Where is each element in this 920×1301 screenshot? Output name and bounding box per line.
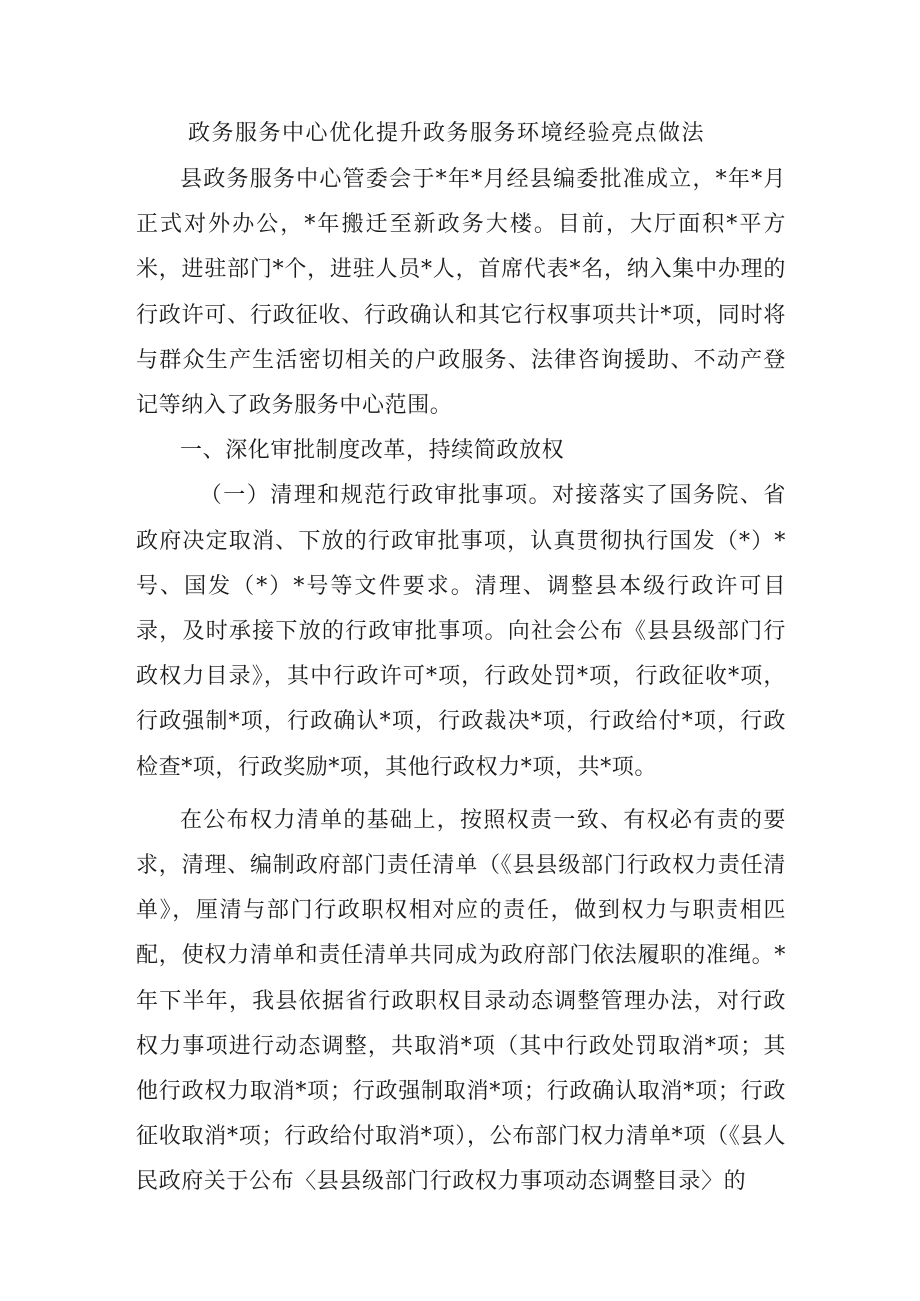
paragraph-subsection-1: （一）清理和规范行政审批事项。对接落实了国务院、省政府决定取消、下放的行政审批事项，认真贯彻执行国发（*）*号、国发（*）*号等文件要求。清理、调整县本级行政许可目录，及时承接下放的行政审批事项。向社会公布《县县级部门行政权力目录》，其中行政许可*项，行政处罚*项，行政征收*项，行政强制*项，行政确认*项，行政裁决*项，行政给付*项，行政检查*项，行政奖励*项，其他行政权力*项，共*项。 <box>136 483 786 780</box>
section-heading-1: 一、深化审批制度改革，持续简政放权 <box>180 438 565 464</box>
document-title: 政务服务中心优化提升政务服务环境经验亮点做法 <box>188 121 706 146</box>
paragraph-responsibility-list: 在公布权力清单的基础上，按照权责一致、有权必有责的要求，清理、编制政府部门责任清单（《县县级部门行政权力责任清单》，厘清与部门行政职权相对应的责任，做到权力与职责相匹配，使权力清单和责任清单共同成为政府部门依法履职的准绳。*年下半年，我县依据省行政职权目录动态调整管理办法，对行政权力事项进行动态调整，共取消*项（其中行政处罚取消*项；其他行政权力取消*项；行政强制取消*项；行政确认取消*项；行政征收取消*项；行政给付取消*项），公布部门权力清单*项（《县人民政府关于公布〈县县级部门行政权力事项动态调整目录〉的 <box>136 807 786 1195</box>
document-body <box>136 157 786 1205</box>
paragraph-intro: 县政务服务中心管委会于*年*月经县编委批准成立，*年*月正式对外办公，*年搬迁至新政务大楼。目前，大厅面积*平方米，进驻部门*个，进驻人员*人，首席代表*名，纳入集中办理的行政许可、行政征收、行政确认和其它行权事项共计*项，同时将与群众生产生活密切相关的户政服务、法律咨询援助、不动产登记等纳入了政务服务中心范围。 <box>136 167 786 419</box>
